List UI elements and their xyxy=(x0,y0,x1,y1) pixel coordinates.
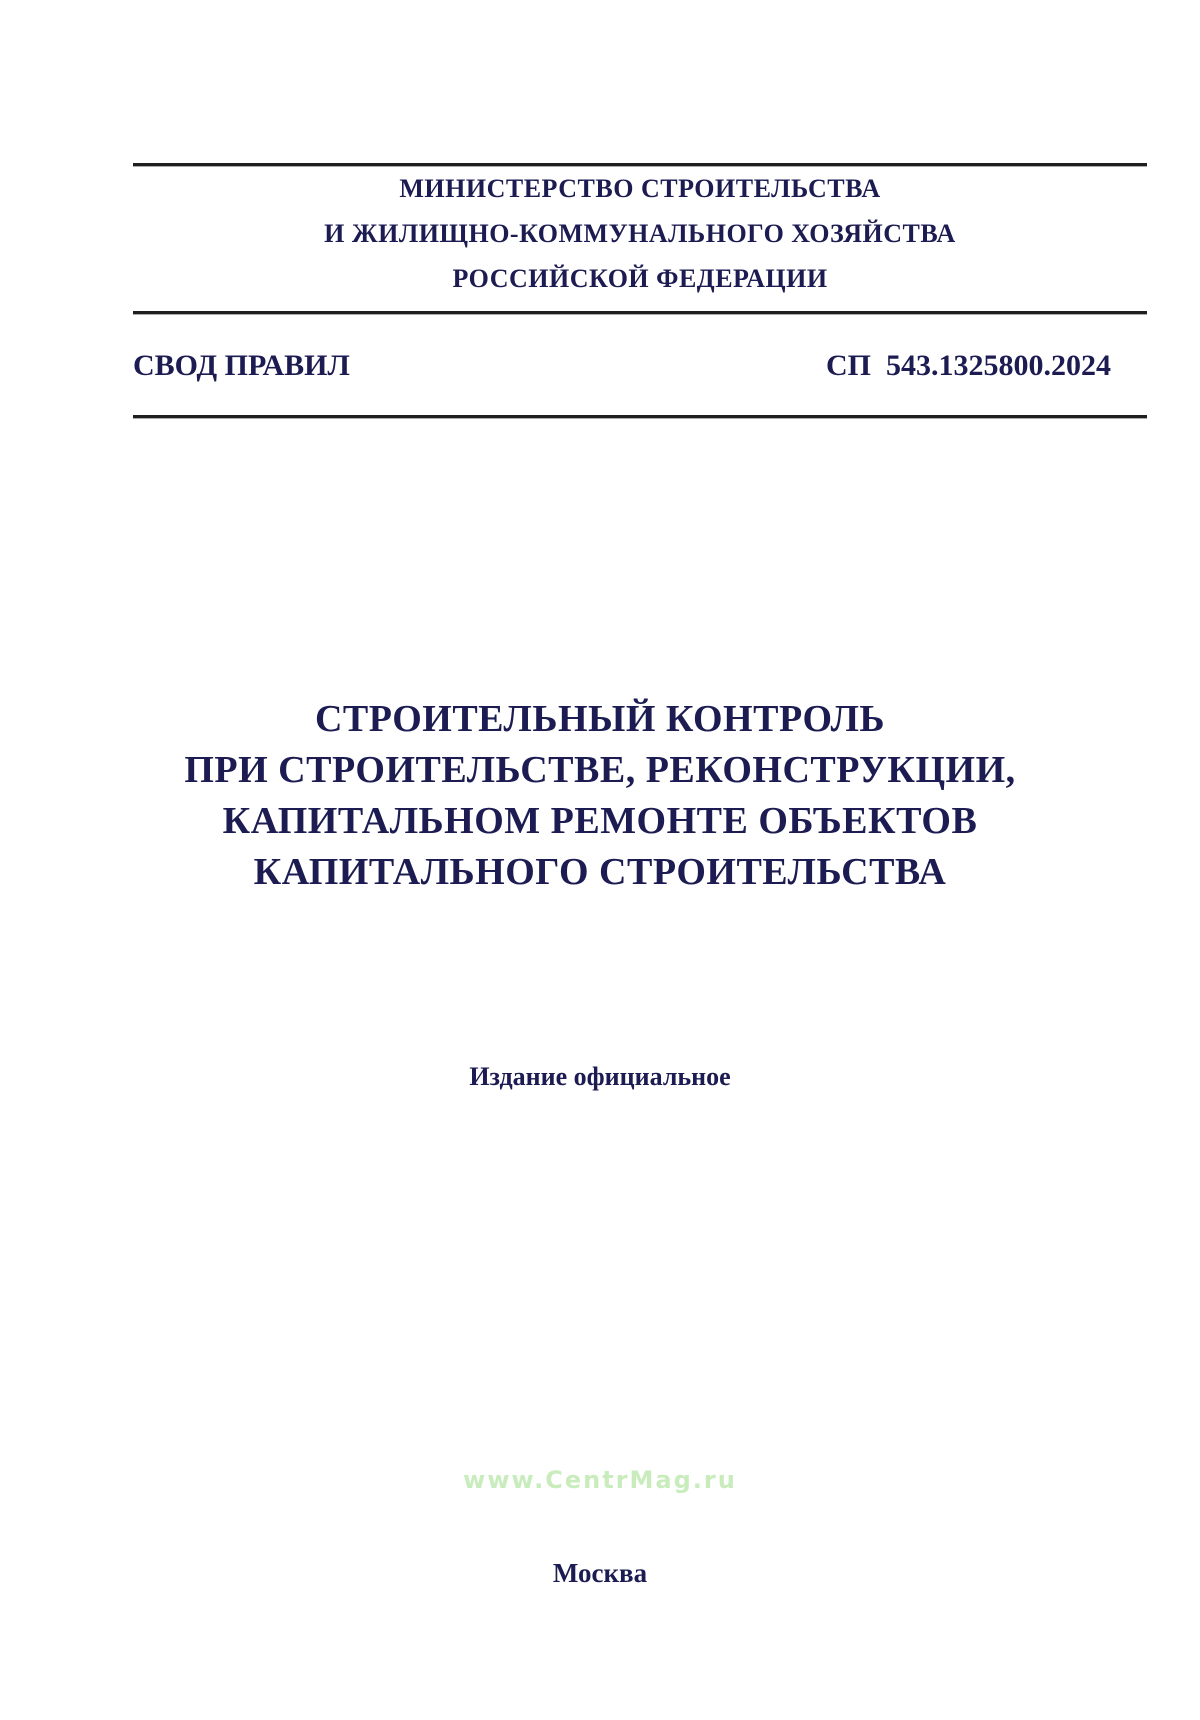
document-type-row xyxy=(133,349,1147,383)
ministry-line-3: РОССИЙСКОЙ ФЕДЕРАЦИИ xyxy=(452,264,828,293)
document-code: СП 543.1325800.2024 xyxy=(826,349,1111,382)
title-line-4: КАПИТАЛЬНОГО СТРОИТЕЛЬСТВА xyxy=(253,851,947,893)
ministry-header xyxy=(133,166,1147,301)
document-title xyxy=(0,694,1200,898)
title-line-2: ПРИ СТРОИТЕЛЬСТВЕ, РЕКОНСТРУКЦИИ, xyxy=(184,749,1016,791)
title-line-3: КАПИТАЛЬНОМ РЕМОНТЕ ОБЪЕКТОВ xyxy=(222,800,978,842)
centrmag-watermark: www.CentrMag.ru xyxy=(463,1466,737,1494)
bottom-rule xyxy=(133,415,1147,419)
city-label: Москва xyxy=(552,1558,648,1588)
ministry-line-1: МИНИСТЕРСТВО СТРОИТЕЛЬСТВА xyxy=(399,174,881,203)
ministry-line-2: И ЖИЛИЩНО-КОММУНАЛЬНОГО ХОЗЯЙСТВА xyxy=(324,219,956,248)
middle-rule xyxy=(133,311,1147,315)
edition-label: Издание официальное xyxy=(469,1062,731,1091)
document-type-label: СВОД ПРАВИЛ xyxy=(133,349,350,382)
title-line-1: СТРОИТЕЛЬНЫЙ КОНТРОЛЬ xyxy=(314,698,886,740)
